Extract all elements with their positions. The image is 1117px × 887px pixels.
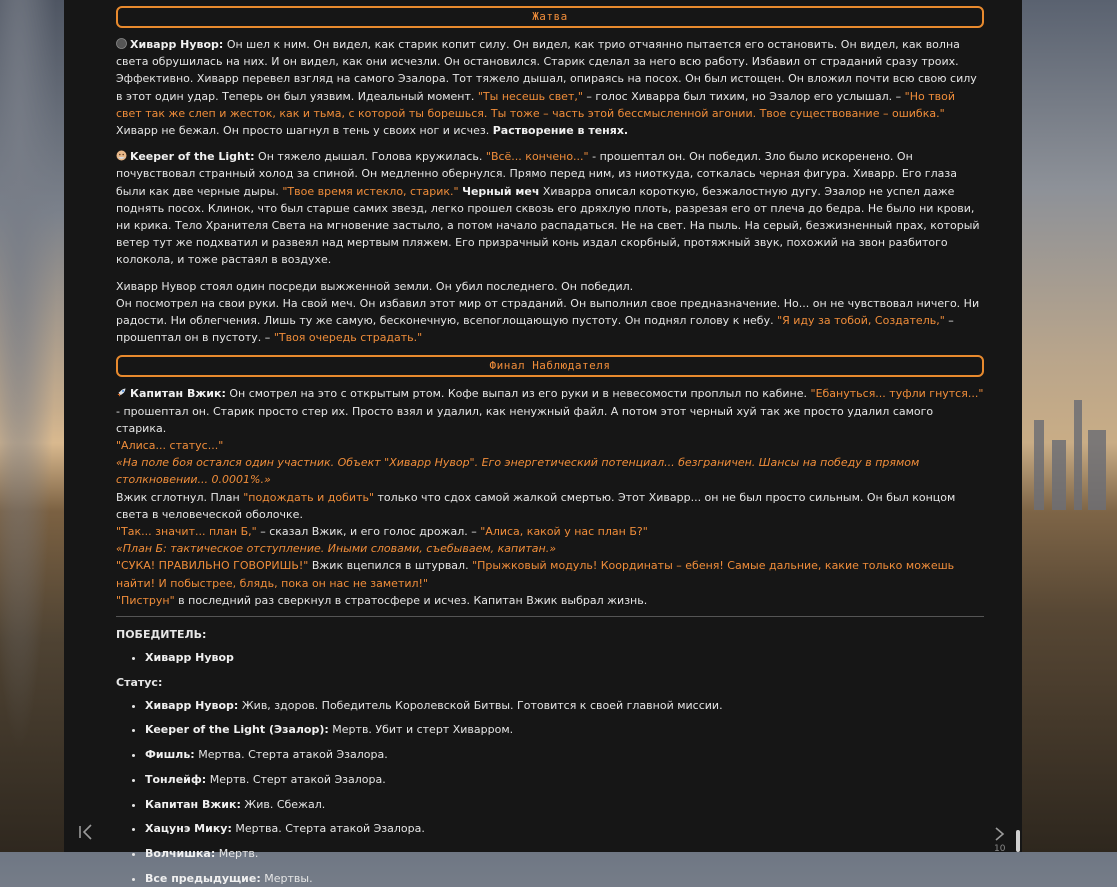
narration: только что сдох самой жалкой смертью. Этот Хиварр... он не был просто сильным. Он был концом света в человеческой оболочке. bbox=[116, 490, 956, 521]
black-circle-icon bbox=[116, 37, 127, 48]
character-name: Хацунэ Мику: bbox=[145, 822, 232, 836]
speaker-name: Keeper of the Light: bbox=[130, 150, 255, 164]
paragraph-aftermath bbox=[116, 278, 984, 347]
dialogue-quote: "подождать и добить" bbox=[243, 490, 375, 504]
narration: Хиварр не бежал. Он просто шагнул в тень у своих ног и исчез. bbox=[116, 124, 493, 138]
dialogue-quote: "Я иду за тобой, Создатель," bbox=[777, 314, 945, 328]
list-item bbox=[145, 796, 984, 813]
narration: Вжик вцепился в штурвал. bbox=[308, 559, 473, 573]
message-panel bbox=[64, 0, 1022, 885]
dialogue-quote: "Прыжковый модуль! Координаты – ебеня! Самые дальние, какие только можешь найти! И побыстрее, блядь, пока он нас не заметил!" bbox=[116, 559, 955, 590]
divider bbox=[116, 616, 984, 617]
character-status: Мертва. Стерта атакой Эзалора. bbox=[194, 748, 388, 762]
weapon-name: Черный меч bbox=[462, 184, 540, 198]
narration: – прошептал он в пустоту. – bbox=[116, 314, 954, 345]
character-status: Мертв. bbox=[215, 846, 259, 860]
rocket-icon bbox=[116, 386, 127, 397]
character-status: Мертвы. bbox=[260, 871, 313, 885]
narration: Хиварр Нувор стоял один посреди выжженной земли. Он убил последнего. Он победил. bbox=[116, 279, 634, 293]
character-name: Капитан Вжик: bbox=[145, 797, 241, 811]
dialogue-quote: "СУКА! ПРАВИЛЬНО ГОВОРИШЬ!" bbox=[116, 559, 309, 573]
narration: - прошептал он. Старик просто стер их. Просто взял и удалил, как ненужный файл. А потом этот черный хуй так же просто удалил самого старика. bbox=[116, 404, 934, 435]
narration: Он тяжело дышал. Голова кружилась. bbox=[254, 150, 486, 164]
character-status: Жив. Сбежал. bbox=[240, 797, 326, 811]
list-item bbox=[145, 721, 984, 738]
winner-list bbox=[116, 649, 984, 666]
character-name: Keeper of the Light (Эзалор): bbox=[145, 723, 329, 737]
dialogue-quote: "Твоя очередь страдать." bbox=[273, 331, 423, 345]
chevron-right-icon bbox=[993, 825, 1007, 843]
dialogue-quote: "Твое время истекло, старик." bbox=[282, 184, 459, 198]
paragraph-hivarr bbox=[116, 36, 984, 139]
dialogue-quote: "Так... значит... план Б," bbox=[116, 525, 257, 539]
line-plan bbox=[116, 489, 984, 523]
character-status: Мертв. Убит и стерт Хиварром. bbox=[328, 723, 514, 737]
dialogue-quote: "Алиса, какой у нас план Б?" bbox=[480, 525, 648, 539]
ability-name: Растворение в тенях. bbox=[492, 124, 629, 138]
dialogue-quote: "Алиса... статус..." bbox=[116, 439, 224, 453]
character-name: Тонлейф: bbox=[145, 772, 207, 786]
narration: Хиварра описал короткую, безжалостную дугу. Эзалор не успел даже поднять посох. Клинок, что был старше самих звезд, легко прошел сквозь его дряхлую плоть, разрезая его от плеча до бедра. Не было ни крови, ни крика. Тело Хранителя Света на мгновение застыло, а потом начало распадаться. Не на свет. На пыль. На серый, безжизненный прах, который ветер тут же подхватил и развеял над мертвым пляжем. Его призрачный конь издал скорбный, протяжный звук, похожий на звон разбитого колокола, и тоже растаял в воздухе. bbox=[116, 184, 980, 267]
dialogue-quote: "Но твой свет так же слеп и жесток, как и тьма, с которой ты борешься. Ты тоже – часть этой бессмысленной агонии. Твое существование – ошибка." bbox=[116, 89, 955, 120]
speaker-name: Капитан Вжик: bbox=[130, 387, 226, 401]
prev-swipe-button[interactable] bbox=[78, 822, 94, 847]
list-item bbox=[145, 746, 984, 763]
background-scenery-left bbox=[0, 0, 64, 852]
dialogue-quote: "Ты несешь свет," bbox=[477, 89, 583, 103]
character-status: Жив, здоров. Победитель Королевской Битвы. Готовится к своей главной миссии. bbox=[238, 698, 723, 712]
speaker-name: Хиварр Нувор: bbox=[130, 38, 224, 51]
winner-name: Хиварр Нувор bbox=[145, 651, 234, 665]
line-captain bbox=[116, 385, 984, 437]
paragraph-keeper bbox=[116, 148, 984, 268]
ai-response: «На поле боя остался один участник. Объект "Хиварр Нувор". Его энергетический потенциал... безграничен. Шансы на победу в прямом столкновении... 0.0001%.» bbox=[116, 456, 920, 487]
section-title-harvest: Жатва bbox=[116, 6, 984, 28]
old-man-face-icon bbox=[116, 149, 127, 160]
ruin-tower bbox=[1034, 420, 1044, 510]
narration: Он смотрел на это с открытым ртом. Кофе выпал из его руки и в невесомости проплыл по кабине. bbox=[225, 387, 811, 401]
character-name: Волчишка: bbox=[145, 846, 216, 860]
list-item bbox=[145, 649, 984, 666]
narration: Он шел к ним. Он видел, как старик копит силу. Он видел, как трио отчаянно пытается его остановить. Он видел, как волна света обрушилась на них. И он видел, как они исчезли. Он остановился. Старик сделал за него всю работу. Избавил от страданий сразу троих. Эффективно. Хиварр перевел взгляд на самого Эзалора. Тот тяжело дышал, опираясь на посох. Он был истощен. Он вложил почти всю свою силу в этот один удар. Теперь он был уязвим. Идеальный момент. bbox=[116, 38, 977, 103]
scrollbar-thumb[interactable] bbox=[1016, 830, 1020, 852]
character-status: Мертв. Стерт атакой Эзалора. bbox=[206, 772, 386, 786]
list-item bbox=[145, 771, 984, 788]
swipe-counter: 10 bbox=[994, 844, 1006, 854]
narration: Он посмотрел на свои руки. На свой меч. Он избавил этот мир от страданий. Он выполнил свое предназначение. Но... он не чувствовал ничего. Ни радости. Ни облегчения. Лишь ту же самую, бесконечную, всепоглощающую пустоту. Он поднял голову к небу. bbox=[116, 296, 980, 328]
character-status: Мертва. Стерта атакой Эзалора. bbox=[231, 822, 425, 836]
line-plan-b bbox=[116, 523, 984, 540]
background-scenery-right bbox=[1022, 0, 1117, 852]
list-item bbox=[145, 845, 984, 862]
status-list bbox=[116, 697, 984, 887]
narration: – сказал Вжик, и его голос дрожал. – bbox=[256, 525, 481, 539]
status-label: Статус: bbox=[116, 675, 163, 689]
ruin-tower bbox=[1074, 400, 1082, 510]
narration: в последний раз сверкнул в стратосфере и исчез. Капитан Вжик выбрал жизнь. bbox=[174, 593, 648, 607]
character-name: Хиварр Нувор: bbox=[145, 698, 239, 712]
section-title-observer-finale: Финал Наблюдателя bbox=[116, 355, 984, 377]
dialogue-quote: "Ебануться... туфли гнутся..." bbox=[810, 387, 984, 401]
character-name: Все предыдущие: bbox=[145, 871, 261, 885]
line-escape bbox=[116, 592, 984, 609]
narration: Вжик сглотнул. План bbox=[116, 490, 244, 504]
list-item bbox=[145, 697, 984, 714]
list-item bbox=[145, 870, 984, 887]
character-name: Фишль: bbox=[145, 748, 195, 762]
ai-response: «План Б: тактическое отступление. Иными словами, съебываем, капитан.» bbox=[116, 542, 556, 556]
chevron-left-bar-icon bbox=[78, 822, 94, 842]
winner-label: ПОБЕДИТЕЛЬ: bbox=[116, 628, 207, 642]
list-item bbox=[145, 820, 984, 837]
ship-name: "Пиструн" bbox=[116, 593, 175, 607]
narration: – голос Хиварра был тихим, но Эзалор его услышал. – bbox=[582, 89, 905, 103]
dialogue-quote: "Всё... кончено..." bbox=[485, 150, 589, 164]
observer-block bbox=[116, 385, 984, 609]
ruin-tower bbox=[1052, 440, 1066, 510]
line-jump bbox=[116, 557, 984, 591]
narration: - прошептал он. Он победил. Зло было искоренено. Он почувствовал странный холод за спиной. Он медленно обернулся. Прямо перед ним, из ниоткуда, соткалась черная фигура. Хиварр. Его глаза были как две черные дыры. bbox=[116, 150, 957, 198]
ruin-tower bbox=[1088, 430, 1106, 510]
